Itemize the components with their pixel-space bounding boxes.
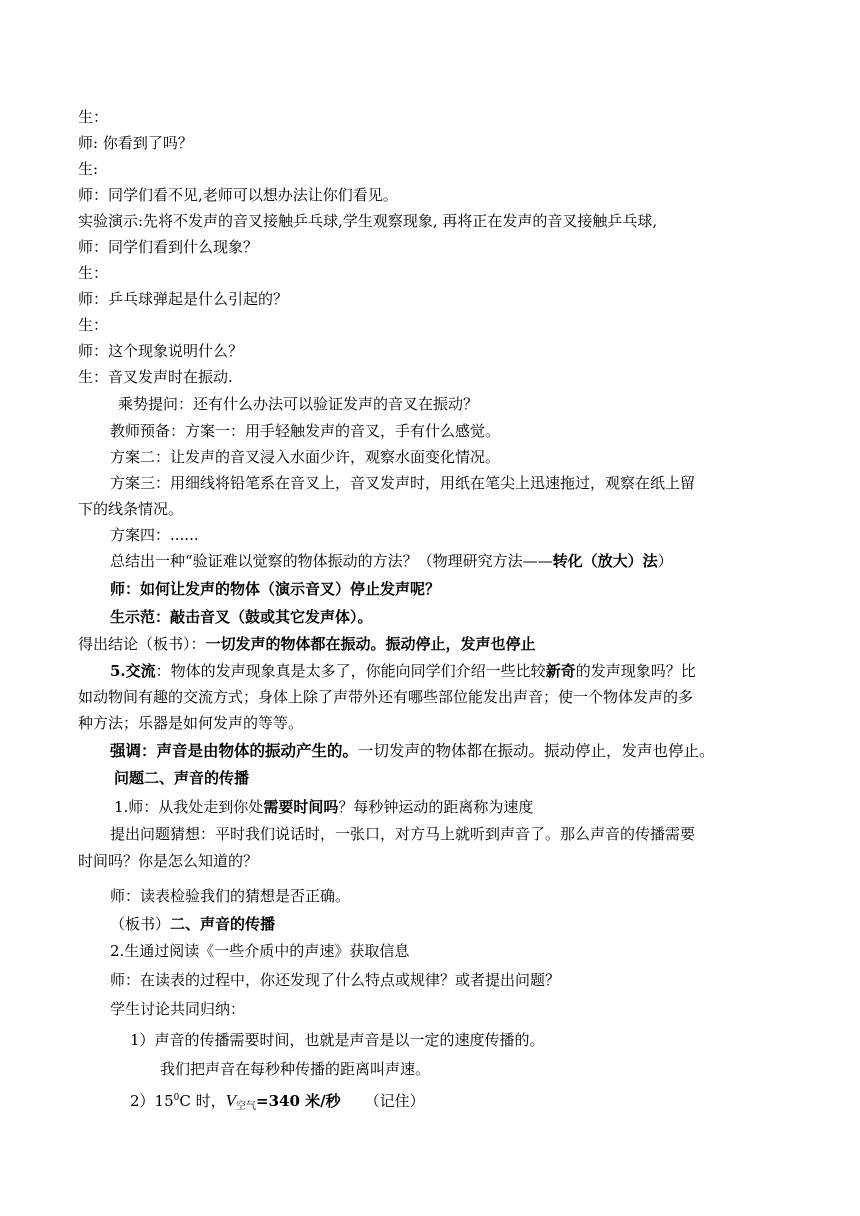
board-heading: 二、声音的传播: [170, 915, 276, 933]
dialogue-line: 师：同学们看到什么现象？: [78, 238, 259, 256]
velocity-symbol: V: [225, 1091, 237, 1110]
plan-line: 方案四：......: [110, 526, 199, 544]
question-bold: 需要时间吗: [263, 798, 339, 816]
conclusion-label: 得出结论（板书）：: [78, 635, 206, 653]
dialogue-line: 师：这个现象说明什么？: [78, 342, 244, 360]
conclusion-line: [78, 634, 536, 654]
conclusion-item: 1）声音的传播需要时间，也就是声音是以一定的速度传播的。: [130, 1031, 545, 1049]
summary-line: [110, 551, 673, 571]
speed-line: [130, 1088, 425, 1117]
discussion-line: 学生讨论共同归纳：: [110, 1000, 246, 1018]
dialogue-line: 师：乒乓球弹起是什么引起的？: [78, 290, 289, 308]
dialogue-line: 师：在读表的过程中，你还发现了什么特点或规律？或者提出问题？: [110, 971, 561, 989]
novel-word: 新奇: [545, 662, 576, 680]
section-heading: 问题二、声音的传播: [114, 769, 250, 787]
summary-text: 总结出一种“验证难以觉察的物体振动的方法？（物理研究方法——: [110, 552, 553, 570]
board-line: [110, 914, 275, 934]
method-name: 转化（放大）法: [552, 552, 658, 570]
question-text-end: ？每秒钟运动的距离称为速度: [338, 798, 534, 816]
dialogue-line: 生:: [78, 160, 99, 178]
dialogue-line: 师：同学们看不见,老师可以想办法让你们看见。: [78, 186, 398, 204]
plan-line: 方案三：用细线将铅笔系在音叉上，音叉发声时，用纸在笔尖上迅速拖过，观察在纸上留: [110, 474, 696, 492]
board-label: （板书）: [110, 915, 171, 933]
exchange-text: ：物体的发声现象真是太多了，你能向同学们介绍一些比较: [155, 662, 546, 680]
dialogue-line: 师: 你看到了吗？: [78, 134, 193, 152]
dialogue-line: 生：音叉发声时在振动.: [78, 368, 233, 386]
dialogue-line: 生：: [78, 264, 109, 282]
plan-line: 下的线条情况。: [78, 500, 184, 518]
hypothesis-line: 提出问题猜想：平时我们说话时，一张口，对方马上就听到声音了。那么声音的传播需要: [110, 825, 696, 843]
temp-value: 2）15: [130, 1092, 174, 1110]
velocity-subscript: 空气: [236, 1101, 257, 1112]
exchange-line: 种方法；乐器是如何发声的等等。: [78, 714, 304, 732]
emphasis-bold: 强调：声音是由物体的振动产生的。: [110, 741, 359, 760]
experiment-line: 实验演示:先将不发声的音叉接触乒乓球,学生观察现象, 再将正在发声的音叉接触乒乓球,: [78, 212, 658, 230]
question-line: [114, 797, 533, 817]
question-line: 乘势提问：还有什么办法可以验证发声的音叉在振动？: [118, 395, 479, 413]
exchange-line: 如动物间有趣的交流方式；身体上除了声带外还有哪些部位能发出声音；使一个物体发声的多: [78, 688, 694, 706]
temp-unit: C 时，: [179, 1092, 226, 1110]
conclusion-item: 我们把声音在每秒种传播的距离叫声速。: [160, 1060, 431, 1078]
exchange-heading: 5.交流: [110, 662, 156, 680]
hypothesis-line: 时间吗？你是怎么知道的？: [78, 852, 259, 870]
exchange-line: [110, 661, 696, 681]
reading-line: 2.生通过阅读《一些介质中的声速》获取信息: [110, 942, 410, 960]
degree-mark: 0: [173, 1093, 180, 1103]
plan-line: 教师预备：方案一：用手轻触发声的音叉，手有什么感觉。: [110, 422, 501, 440]
question-text: 1.师：从我处走到你处: [114, 798, 264, 816]
conclusion-text: 一切发声的物体都在振动。振动停止，发声也停止: [205, 635, 536, 653]
speed-value: =340 米/秒: [256, 1092, 341, 1110]
dialogue-line: 生：: [78, 108, 109, 126]
dialogue-line: 生：: [78, 316, 109, 334]
emphasis-line: [110, 741, 715, 761]
remember-note: （记住）: [364, 1092, 425, 1110]
exchange-text-end: 的发声现象吗？比: [575, 662, 696, 680]
teacher-question: 师：如何让发声的物体（演示音叉）停止发声呢？: [110, 580, 441, 598]
plan-line: 方案二：让发声的音叉浸入水面少许，观察水面变化情况。: [110, 448, 501, 466]
emphasis-text: 一切发声的物体都在振动。振动停止，发声也停止。: [358, 742, 715, 760]
dialogue-line: 师：读表检验我们的猜想是否正确。: [110, 887, 351, 905]
summary-close: ）: [657, 552, 673, 570]
student-demo: 生示范：敲击音叉（鼓或其它发声体）。: [110, 608, 373, 626]
